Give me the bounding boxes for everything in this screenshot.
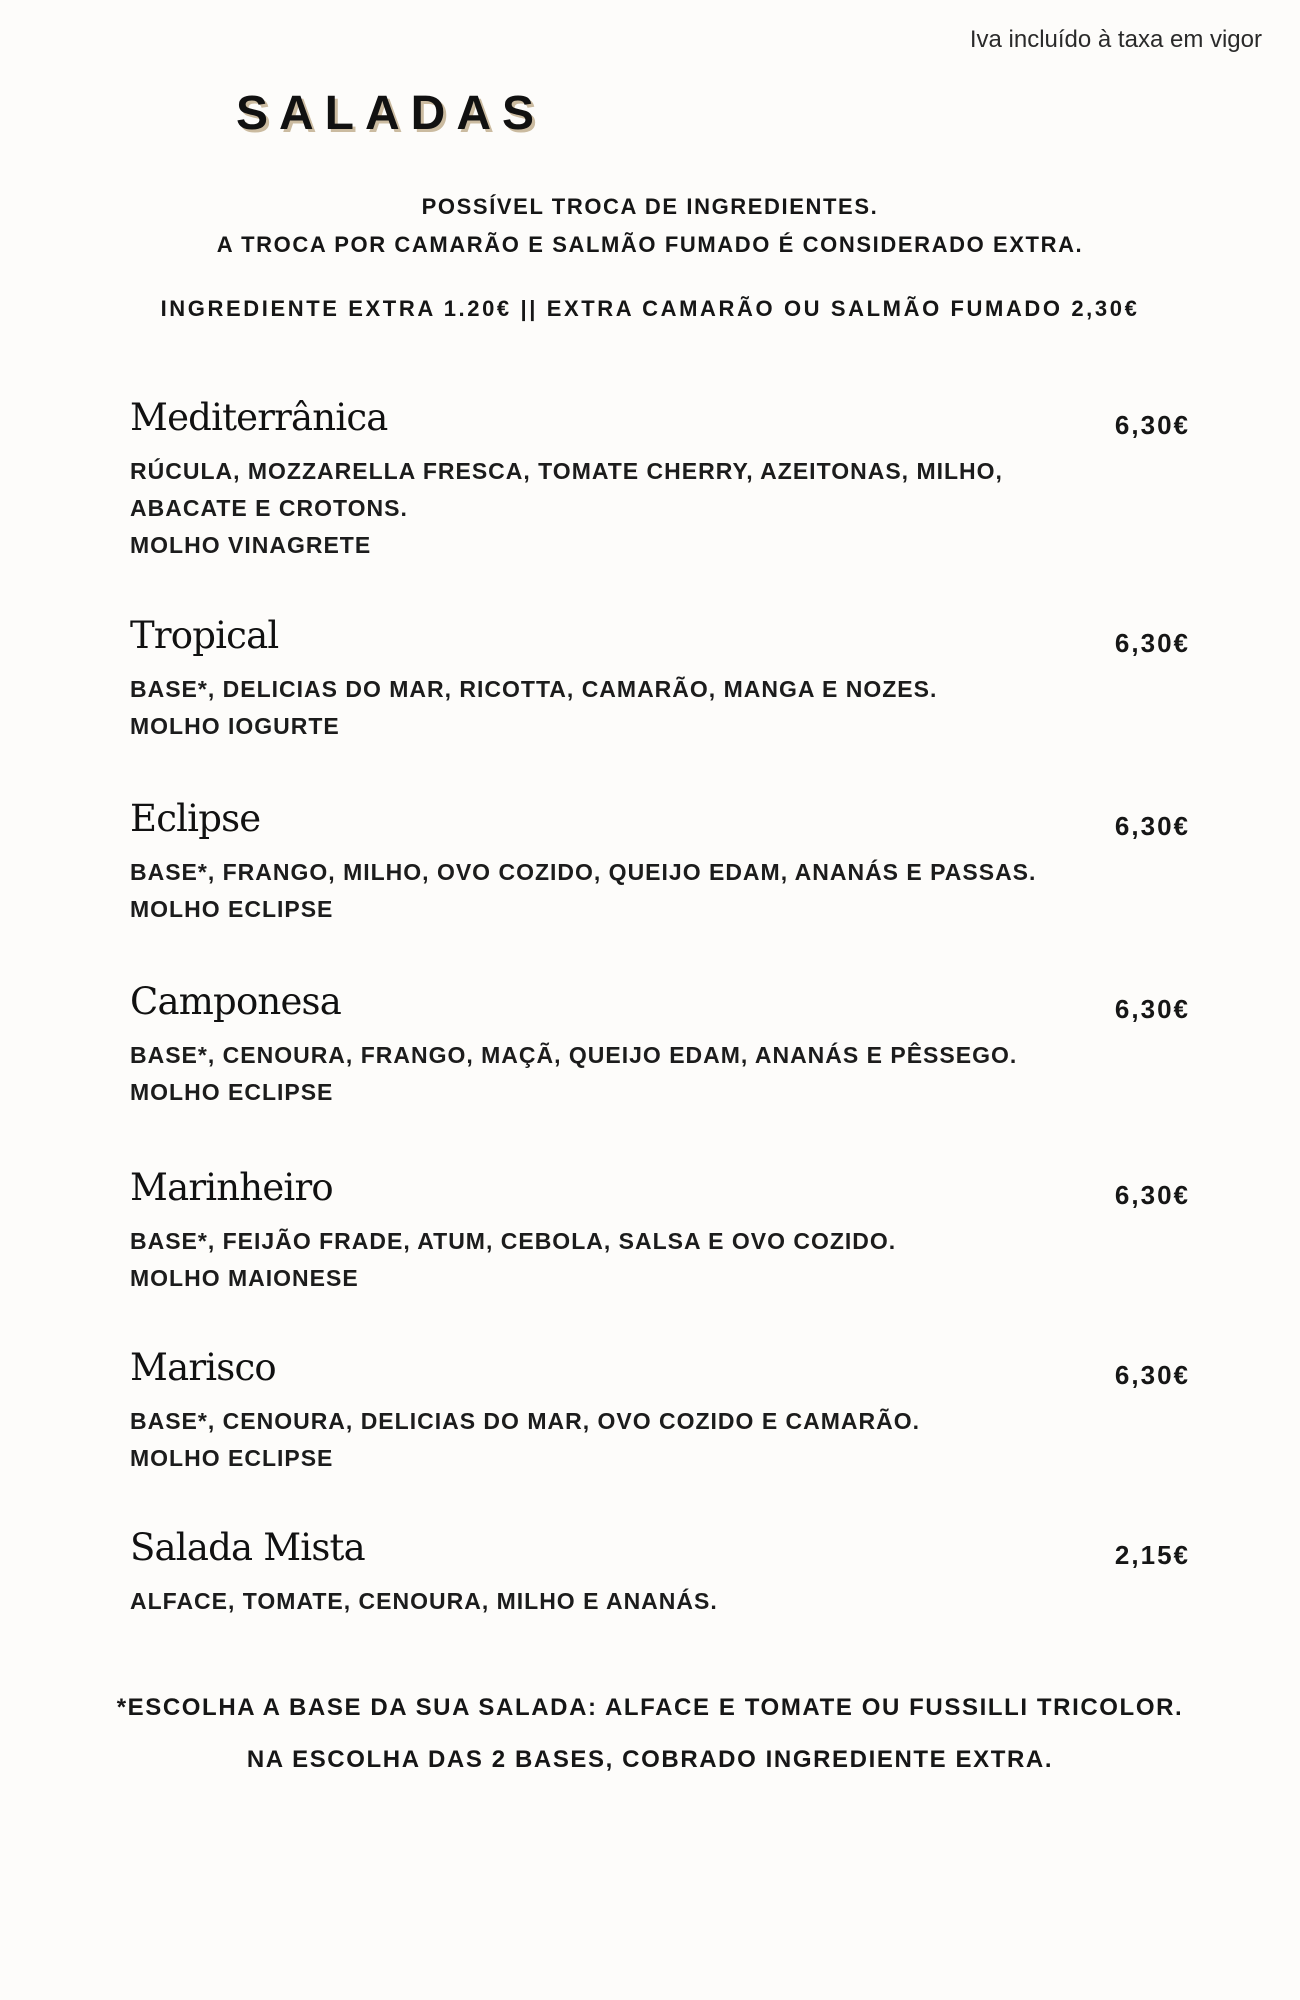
menu-item-marinheiro: [130, 1166, 1190, 1297]
menu-item-tropical: [130, 614, 1190, 745]
item-price: 6,30€: [1114, 1360, 1190, 1390]
item-sauce: MOLHO MAIONESE: [130, 1265, 359, 1291]
item-name: Marinheiro: [130, 1166, 333, 1209]
item-name: Tropical: [130, 614, 279, 657]
item-description: [130, 671, 1050, 745]
note-ingredient-swap: POSSÍVEL TROCA DE INGREDIENTES.: [421, 194, 879, 219]
item-desc-line: BASE*, CENOURA, FRANGO, MAÇÃ, QUEIJO EDAM, ANANÁS E PÊSSEGO.: [130, 1042, 1018, 1068]
item-price: 6,30€: [1114, 811, 1190, 841]
item-description: [130, 1403, 1050, 1477]
item-desc-line: BASE*, FEIJÃO FRADE, ATUM, CEBOLA, SALSA E OVO COZIDO.: [130, 1228, 897, 1254]
item-name: Camponesa: [130, 980, 341, 1023]
item-sauce: MOLHO VINAGRETE: [130, 532, 372, 558]
item-price: 6,30€: [1114, 994, 1190, 1024]
item-desc-line: BASE*, CENOURA, DELICIAS DO MAR, OVO COZIDO E CAMARÃO.: [130, 1408, 921, 1434]
item-price: 6,30€: [1114, 1180, 1190, 1210]
menu-item-eclipse: [130, 797, 1190, 928]
item-desc-line: ALFACE, TOMATE, CENOURA, MILHO E ANANÁS.: [130, 1588, 718, 1614]
footer-extra-note: NA ESCOLHA DAS 2 BASES, COBRADO INGREDIENTE EXTRA.: [246, 1746, 1054, 1773]
item-price: 2,15€: [1114, 1540, 1190, 1570]
tax-note: Iva incluído à taxa em vigor: [969, 26, 1262, 53]
item-name: Eclipse: [130, 797, 261, 840]
note-extra-swap: A TROCA POR CAMARÃO E SALMÃO FUMADO É CONSIDERADO EXTRA.: [216, 232, 1084, 257]
item-description: [130, 1037, 1050, 1111]
item-sauce: MOLHO ECLIPSE: [130, 1079, 334, 1105]
item-name: Salada Mista: [130, 1526, 365, 1569]
item-sauce: MOLHO ECLIPSE: [130, 1445, 334, 1471]
item-description: [130, 453, 1050, 564]
item-description: [130, 1583, 1050, 1620]
item-desc-line: RÚCULA, MOZZARELLA FRESCA, TOMATE CHERRY, AZEITONAS, MILHO,: [130, 458, 1003, 484]
menu-item-marisco: [130, 1346, 1190, 1477]
item-name: Mediterrânica: [130, 396, 388, 439]
item-description: [130, 1223, 1050, 1297]
item-name: Marisco: [130, 1346, 276, 1389]
footer-base-choice: *ESCOLHA A BASE DA SUA SALADA: ALFACE E TOMATE OU FUSSILLI TRICOLOR.: [116, 1694, 1184, 1721]
item-sauce: MOLHO IOGURTE: [130, 713, 340, 739]
note-extra-prices: INGREDIENTE EXTRA 1.20€ || EXTRA CAMARÃO OU SALMÃO FUMADO 2,30€: [160, 296, 1140, 321]
menu-item-salada-mista: [130, 1526, 1190, 1620]
item-price: 6,30€: [1114, 628, 1190, 658]
item-desc-line: BASE*, FRANGO, MILHO, OVO COZIDO, QUEIJO EDAM, ANANÁS E PASSAS.: [130, 859, 1037, 885]
item-desc-line: BASE*, DELICIAS DO MAR, RICOTTA, CAMARÃO, MANGA E NOZES.: [130, 676, 938, 702]
menu-item-camponesa: [130, 980, 1190, 1111]
item-description: [130, 854, 1050, 928]
item-price: 6,30€: [1114, 410, 1190, 440]
item-desc-line: ABACATE E CROTONS.: [130, 495, 408, 521]
item-sauce: MOLHO ECLIPSE: [130, 896, 334, 922]
menu-item-mediterranica: [130, 396, 1190, 564]
page-title: SALADAS: [236, 87, 546, 140]
